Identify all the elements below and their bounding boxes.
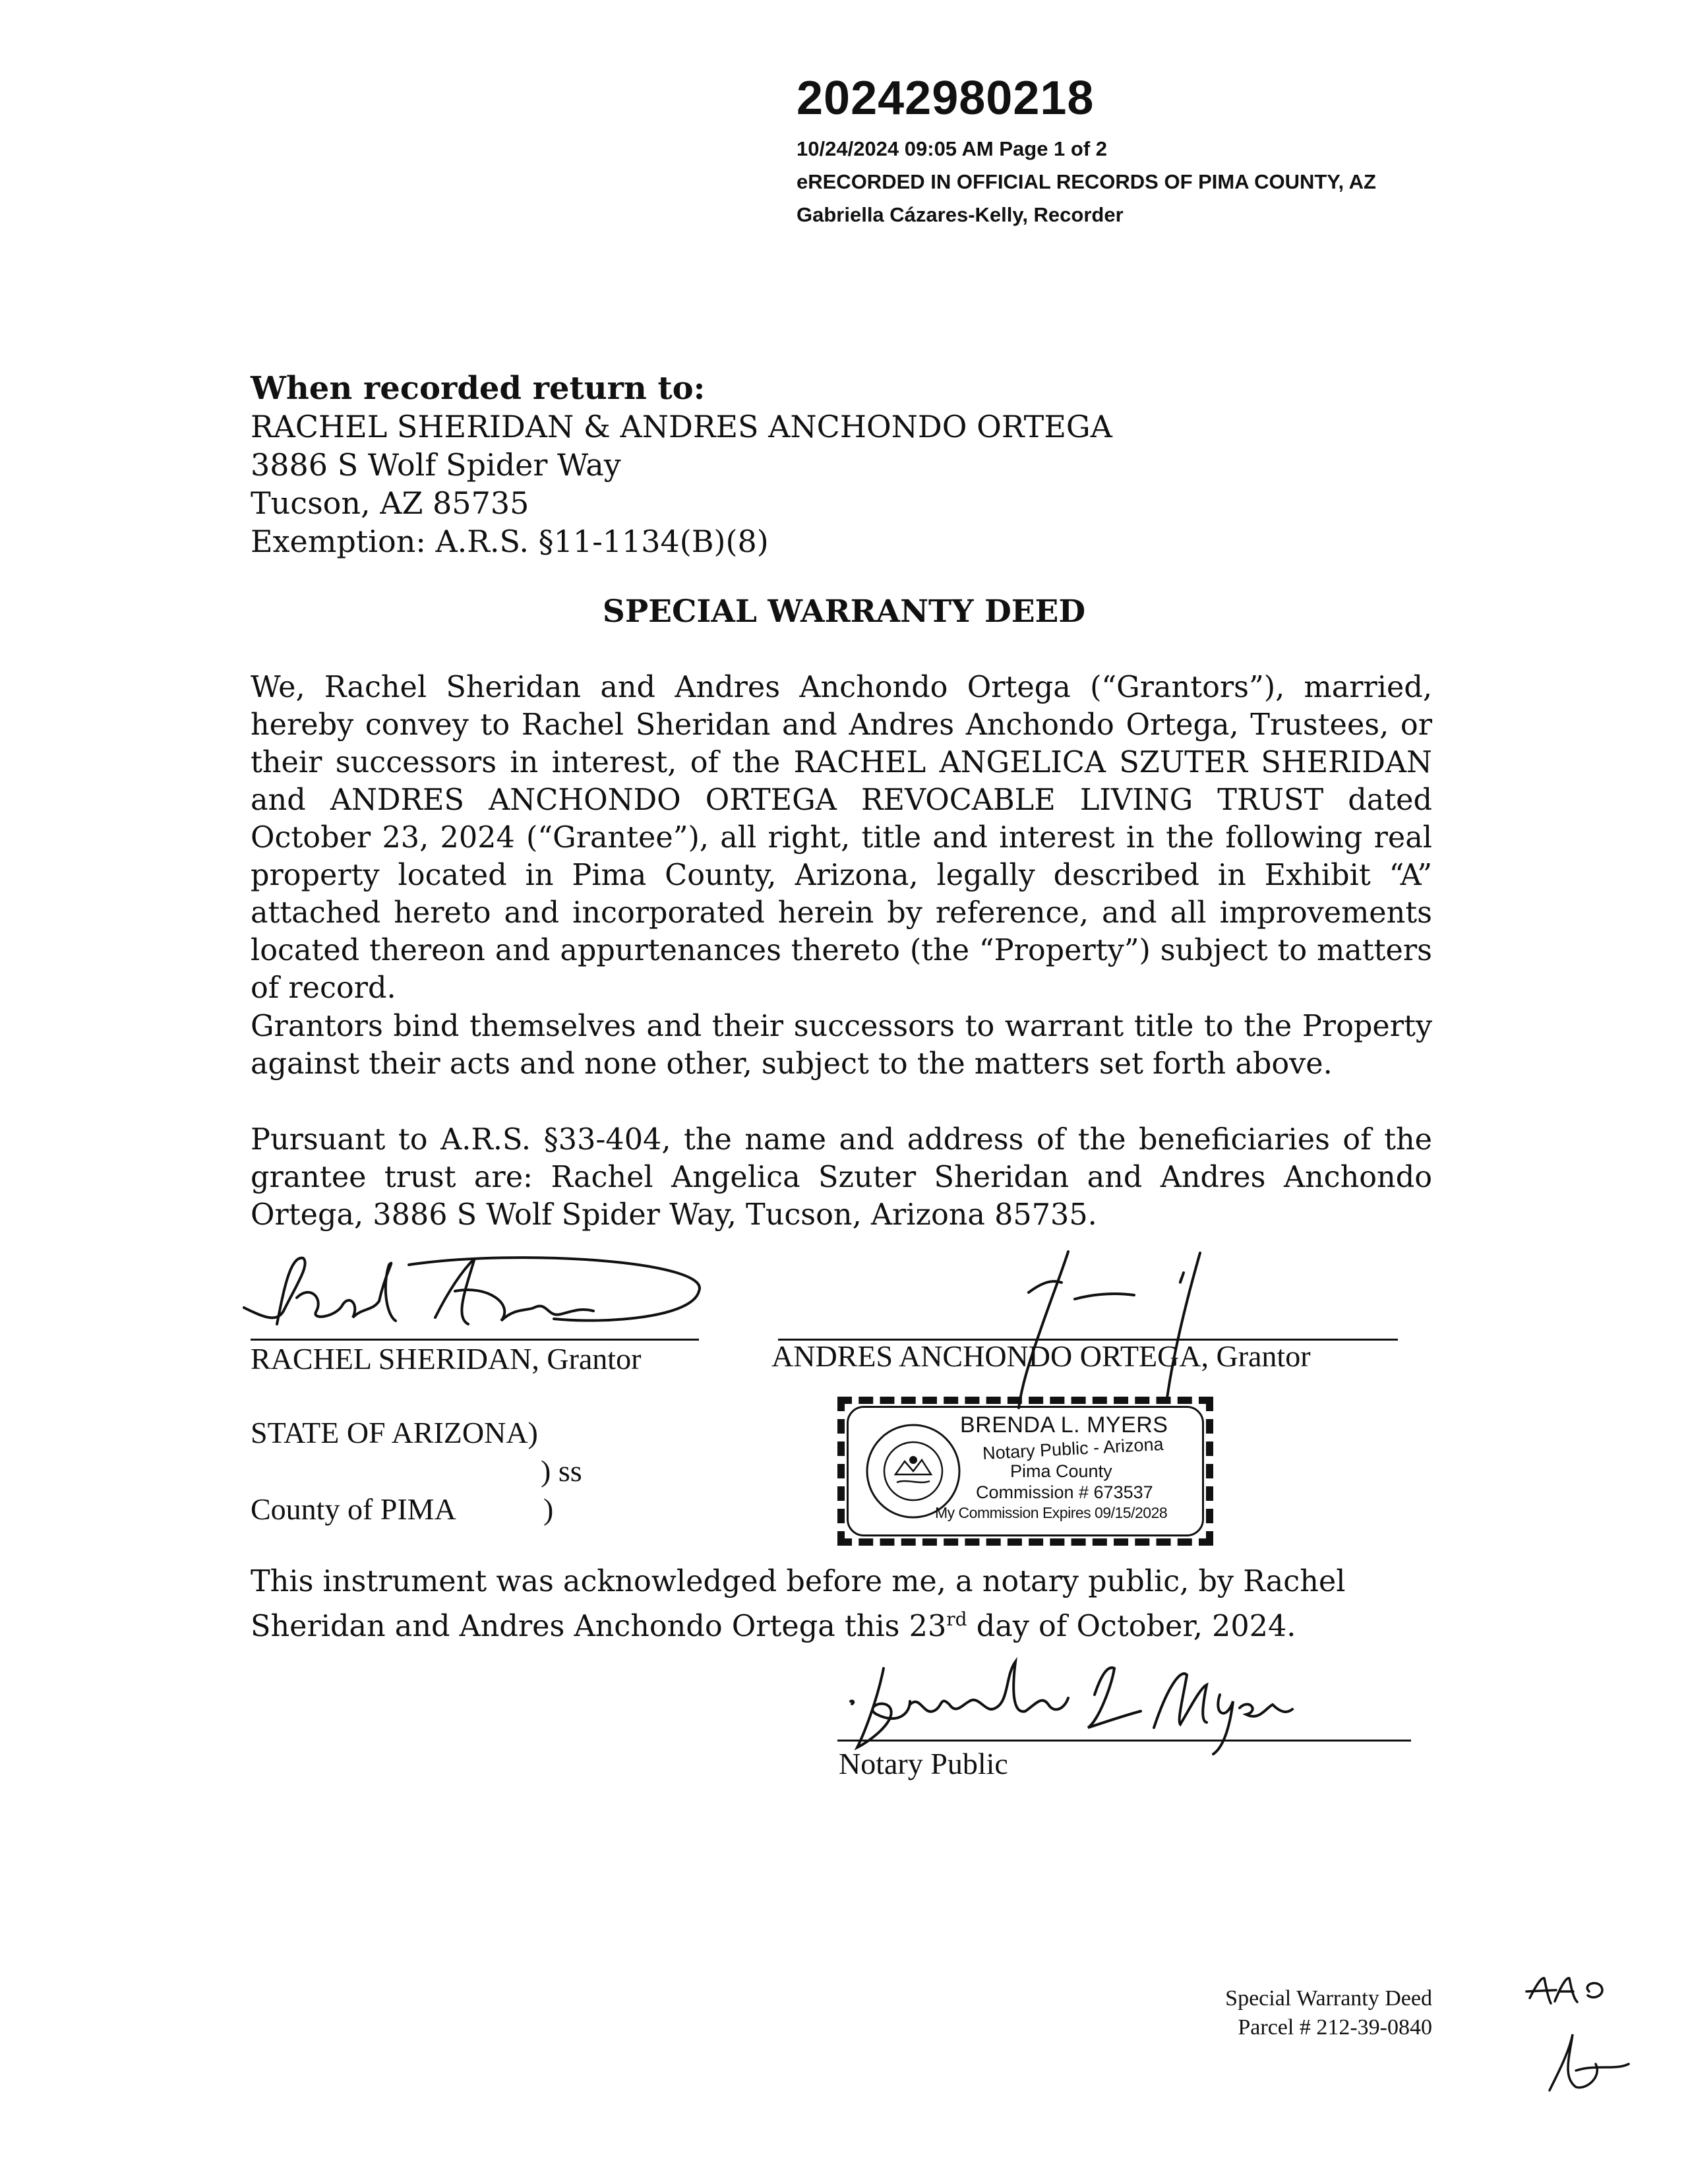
document-title: SPECIAL WARRANTY DEED bbox=[602, 593, 1086, 630]
warranty-paragraph bbox=[251, 1008, 1432, 1083]
footer-document-name: Special Warranty Deed bbox=[1225, 1986, 1432, 2011]
beneficiaries-paragraph bbox=[251, 1121, 1432, 1234]
venue-county-paren: ) bbox=[543, 1492, 554, 1526]
recording-datetime-page: 10/24/2024 09:05 AM Page 1 of 2 bbox=[797, 137, 1108, 160]
acknowledgment-text: This instrument was acknowledged before me, a notary public, by Rachel Sheridan and Andres Anchondo Ortega this 23 bbox=[251, 1565, 1346, 1643]
recording-number: 20242980218 bbox=[797, 72, 1095, 125]
notary-stamp-name: BRENDA L. MYERS bbox=[960, 1412, 1168, 1438]
venue-state: STATE OF ARIZONA) bbox=[251, 1416, 538, 1449]
return-to-names: RACHEL SHERIDAN & ANDRES ANCHONDO ORTEGA bbox=[251, 409, 1112, 444]
notary-signature bbox=[837, 1649, 1312, 1761]
recorder-name: Gabriella Cázares-Kelly, Recorder bbox=[797, 203, 1124, 226]
return-to-title: When recorded return to: bbox=[251, 370, 706, 407]
notary-stamp-line4: My Commission Expires 09/15/2028 bbox=[935, 1504, 1168, 1521]
acknowledgment-date: day of October, 2024. bbox=[967, 1609, 1296, 1643]
return-to-city: Tucson, AZ 85735 bbox=[251, 485, 529, 521]
exemption-line: Exemption: A.R.S. §11-1134(B)(8) bbox=[251, 524, 769, 559]
grantor1-caption: RACHEL SHERIDAN, Grantor bbox=[251, 1342, 642, 1376]
paragraph-text: Grantors bind themselves and their successors to warrant title to the Property against their acts and none other, subject to the matters set forth above. bbox=[251, 1010, 1432, 1081]
notary-caption: Notary Public bbox=[839, 1747, 1008, 1780]
notary-stamp-line2: Pima County bbox=[1010, 1461, 1112, 1481]
venue-ss: ) ss bbox=[541, 1454, 582, 1488]
acknowledgment-paragraph bbox=[251, 1563, 1432, 1645]
notary-stamp-line1: Notary Public - Arizona bbox=[982, 1434, 1164, 1464]
paragraph-text: We, Rachel Sheridan and Andres Anchondo Ortega (“Grantors”), married, hereby convey to Rachel Sheridan and Andres Anchondo Ortega, Trustees, or their successors in interest, of the RACHEL ANGELICA SZUTER SHERIDAN and ANDRES ANCHONDO ORTEGA REVOCABLE LIVING TRUST dated October 23, 2024 (“Grantee”), all right, title and interest in the following real property located in Pima County, Arizona, legally described in Exhibit “A” attached hereto and incorporated herein by reference, and all improvements located thereon and appurtenances thereto (the “Property”) subject to matters of record. bbox=[251, 671, 1432, 1005]
return-to-street: 3886 S Wolf Spider Way bbox=[251, 447, 621, 483]
notary-signature-line bbox=[837, 1740, 1411, 1742]
paragraph-text: Pursuant to A.R.S. §33-404, the name and address of the beneficiaries of the grantee trust are: Rachel Angelica Szuter Sheridan and Andres Anchondo Ortega, 3886 S Wolf Spider Way, Tucson, Arizona 85735. bbox=[251, 1123, 1432, 1232]
conveyance-paragraph bbox=[251, 669, 1432, 1007]
acknowledgment-ordinal: rd bbox=[946, 1608, 967, 1630]
grantor2-signature bbox=[989, 1246, 1292, 1411]
recording-office-line: eRECORDED IN OFFICIAL RECORDS OF PIMA COUNTY, AZ bbox=[797, 170, 1376, 193]
grantor1-signature-line bbox=[251, 1339, 699, 1341]
notary-stamp bbox=[837, 1397, 1213, 1546]
grantor1-signature bbox=[237, 1245, 738, 1344]
venue-county: County of PIMA bbox=[251, 1492, 456, 1526]
grantor2-caption: ANDRES ANCHONDO ORTEGA, Grantor bbox=[771, 1339, 1311, 1373]
notary-stamp-line3: Commission # 673537 bbox=[976, 1482, 1153, 1502]
footer-parcel: Parcel # 212-39-0840 bbox=[1238, 2015, 1432, 2040]
handwritten-initials bbox=[1523, 1972, 1642, 2104]
